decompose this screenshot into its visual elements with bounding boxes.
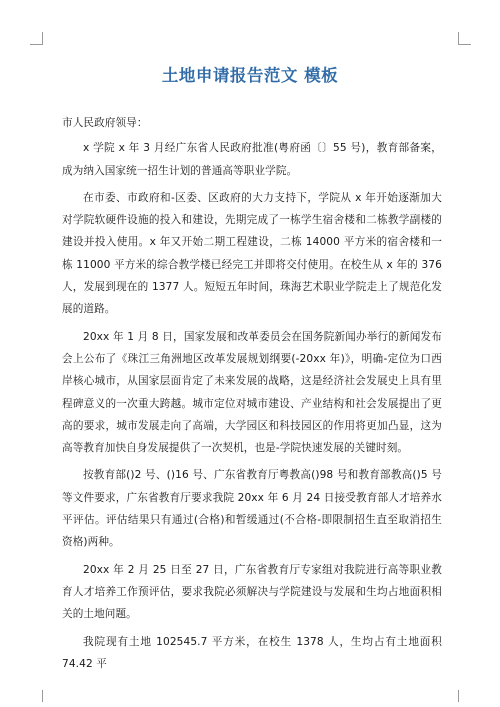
paragraph-2: 在市委、市政府和-区委、区政府的大力支持下，学院从 x 年开始逐渐加大对学院软硬件设施的投入和建设，先期完成了一栋学生宿舍楼和二栋教学副楼的建设并投入使用。x 年又开始二期工程建设，二栋 14000 平方米的宿舍楼和一栋 11000 平方米的综合教学楼已经完工并即将交付使用。在校生从 x 年的 376 人，发展到现在的 1377 人。短短五年时间，珠海艺术职业学院走上了规范化发展的道路。 <box>62 191 442 316</box>
document-title: 土地申请报告范文 模板 <box>161 66 339 85</box>
paragraph-5: 20xx 年 2 月 25 日至 27 日，广东省教育厅专家组对我院进行高等职业教育人才培养工作预评估，要求我院必须解决与学院建设与发展和生均占地面积相关的土地问题。 <box>62 563 442 621</box>
salutation: 市人民政府领导： <box>62 117 148 129</box>
crop-mark-top-left <box>30 32 43 45</box>
paragraph-1: x 学院 x 年 3 月经广东省人民政府批准(粤府函〔〕55 号)，教育部备案，成为纳入国家统一招生计划的普通高等职业学院。 <box>62 142 442 177</box>
paragraph-6: 我院现有土地 102545.7 平方米，在校生 1378 人，生均占有土地面积 74.42 平 <box>62 635 442 670</box>
paragraph-3: 20xx 年 1 月 8 日，国家发展和改革委员会在国务院新闻办举行的新闻发布会上公布了《珠江三角洲地区改革发展规划纲要(-20xx 年)》，明确-定位为口西岸核心城市，从国家层面肯定了未来发展的战略，这是经济社会发展史上具有里程碑意义的一次重大跨越。城市定位对城市建设、产业结构和社会发展提出了更高的要求，城市发展走向了高端，大学园区和科技园区的作用将更加凸显，这为高等教育加快自身发展提供了一次契机，也是-学院快速发展的关键时刻。 <box>62 330 442 455</box>
crop-mark-top-right <box>458 32 471 45</box>
crop-mark-bottom-right <box>458 690 471 702</box>
document-body <box>62 112 442 680</box>
paragraph-4: 按教育部()2 号、()16 号、广东省教育厅粤教高()98 号和教育部教高()5 号等文件要求，广东省教育厅要求我院 20xx 年 6 月 24 日接受教育部人才培养水平评估。评估结果只有通过(合格)和暂缓通过(不合格-即限制招生直至取消招生资格)两种。 <box>62 469 442 549</box>
crop-mark-bottom-left <box>30 690 43 702</box>
